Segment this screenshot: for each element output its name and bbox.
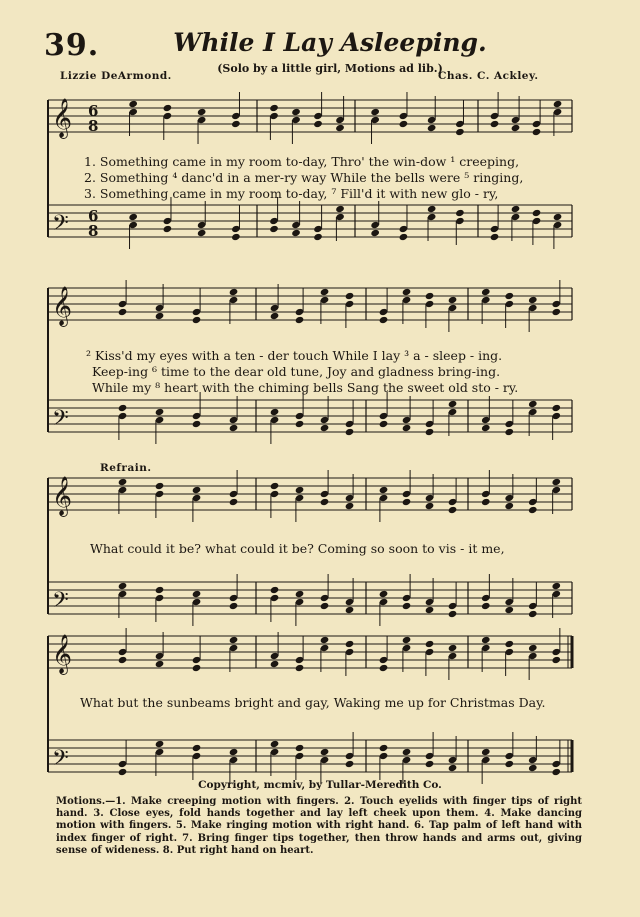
notehead [481, 424, 491, 432]
notehead [528, 296, 538, 304]
notehead [269, 104, 279, 112]
time-signature: 6 [88, 207, 99, 225]
notehead [155, 312, 165, 320]
time-signature: 6 [88, 102, 99, 120]
treble-clef-icon: 𝄞 [52, 285, 73, 326]
notehead [481, 602, 491, 610]
notehead [551, 768, 561, 776]
refrain-line-1: What could it be? what could it be? Coming so soon to vis - it me, [90, 541, 505, 556]
hymn-subtitle: (Solo by a little girl, Motions ad lib.) [217, 62, 443, 75]
notehead [528, 400, 538, 408]
notehead [345, 606, 355, 614]
lyricist: Lizzie DeArmond. [60, 70, 172, 82]
notehead [402, 748, 412, 756]
notehead [269, 225, 279, 233]
notehead [490, 120, 500, 128]
notehead [295, 664, 305, 672]
notehead [192, 664, 202, 672]
notehead [379, 744, 389, 752]
notehead [379, 420, 389, 428]
copyright: Copyright, mcmiv, by Tullar-Meredith Co. [198, 779, 442, 791]
notehead [320, 498, 330, 506]
notehead [402, 636, 412, 644]
notehead [270, 482, 280, 490]
notehead [345, 760, 355, 768]
notehead [192, 590, 202, 598]
notehead [504, 606, 514, 614]
notehead [270, 312, 280, 320]
notehead [320, 636, 330, 644]
composer: Chas. C. Ackley. [438, 70, 539, 82]
notehead [291, 229, 301, 237]
hymn-number: 39. [44, 28, 100, 63]
notehead [532, 128, 542, 136]
notehead [551, 478, 561, 486]
notehead [427, 205, 437, 213]
notehead [320, 288, 330, 296]
notehead [192, 486, 202, 494]
notehead [320, 748, 330, 756]
notehead [399, 120, 409, 128]
notehead [295, 744, 305, 752]
notehead [528, 506, 538, 514]
notehead [528, 610, 538, 618]
notehead [197, 229, 207, 237]
notehead [192, 420, 202, 428]
notehead [448, 764, 458, 772]
notehead [528, 764, 538, 772]
notehead [553, 100, 563, 108]
notehead [528, 644, 538, 652]
notehead [345, 292, 355, 300]
verse-2-line-b: Keep-ing ⁶ time to the dear old tune, Joy and gladness bring-ing. [92, 364, 501, 379]
notehead [128, 100, 138, 108]
notehead [335, 124, 345, 132]
notehead [425, 606, 435, 614]
notehead [402, 602, 412, 610]
notehead [295, 420, 305, 428]
notehead [295, 316, 305, 324]
notehead [192, 316, 202, 324]
notehead [481, 748, 491, 756]
notehead [448, 644, 458, 652]
notehead [229, 748, 239, 756]
notehead [551, 656, 561, 664]
notehead [291, 108, 301, 116]
notehead [320, 424, 330, 432]
notehead [270, 660, 280, 668]
notehead [192, 744, 202, 752]
notehead [399, 233, 409, 241]
notehead [553, 213, 563, 221]
bass-clef-icon: 𝄢 [52, 405, 69, 436]
notehead [448, 506, 458, 514]
notehead [118, 404, 128, 412]
notehead [511, 205, 521, 213]
motions-note: Motions.—1. Make creeping motion with fingers. 2. Touch eyelids with finger tips of right hand. 3. Close eyes, fold hands together and lay left cheek upon them. 4. Make dancing motion with fingers. 5. Make ringing motion with right hand. 6. Tap palm of left hand with index finger of right. 7. Bring finger tips together, then throw hands and arms out, giving sense of wideness. 8. Put right hand on heart. [56, 796, 582, 856]
notehead [490, 233, 500, 241]
notehead [425, 292, 435, 300]
treble-clef-icon: 𝄞 [52, 475, 73, 516]
notehead [345, 502, 355, 510]
notehead [551, 582, 561, 590]
bass-clef-icon: 𝄢 [52, 587, 69, 618]
notehead [345, 640, 355, 648]
notehead [335, 205, 345, 213]
notehead [229, 498, 239, 506]
notehead [481, 498, 491, 506]
notehead [163, 225, 173, 233]
notehead [425, 428, 435, 436]
notehead [229, 602, 239, 610]
notehead [448, 400, 458, 408]
notehead [345, 428, 355, 436]
notehead [229, 424, 239, 432]
notehead [229, 636, 239, 644]
treble-clef-icon: 𝄞 [52, 97, 73, 138]
time-signature: 8 [88, 222, 99, 240]
notehead [155, 482, 165, 490]
time-signature: 8 [88, 117, 99, 135]
notehead [504, 760, 514, 768]
notehead [504, 428, 514, 436]
notehead [118, 582, 128, 590]
notehead [370, 108, 380, 116]
notehead [231, 120, 241, 128]
notehead [425, 640, 435, 648]
bass-clef-icon: 𝄢 [52, 745, 69, 776]
notehead [155, 586, 165, 594]
verse-1-line-b: ² Kiss'd my eyes with a ten - der touch While I lay ³ a - sleep - ing. [86, 348, 503, 363]
notehead [379, 486, 389, 494]
notehead [425, 502, 435, 510]
hymn-title: While I Lay Asleeping. [173, 28, 487, 57]
notehead [163, 104, 173, 112]
notehead [370, 229, 380, 237]
notehead [448, 610, 458, 618]
notehead [551, 308, 561, 316]
notehead [118, 656, 128, 664]
notehead [504, 292, 514, 300]
notehead [551, 404, 561, 412]
notehead [511, 124, 521, 132]
notehead [532, 209, 542, 217]
notehead [504, 640, 514, 648]
notehead [270, 408, 280, 416]
notehead [427, 124, 437, 132]
notehead [155, 408, 165, 416]
notehead [379, 590, 389, 598]
notehead [270, 586, 280, 594]
notehead [118, 478, 128, 486]
notehead [320, 602, 330, 610]
notehead [231, 233, 241, 241]
notehead [455, 209, 465, 217]
verse-3-line-a: 3. Something came in my room to-day, ⁷ Fill'd it with new glo - ry, [84, 186, 499, 201]
notehead [229, 288, 239, 296]
refrain-label: Refrain. [100, 462, 152, 474]
notehead [481, 288, 491, 296]
notehead [118, 768, 128, 776]
bass-clef-icon: 𝄢 [52, 210, 69, 241]
verse-2-line-a: 2. Something ⁴ danc'd in a mer-ry way While the bells were ⁵ ringing, [84, 170, 524, 185]
notehead [155, 740, 165, 748]
notehead [155, 660, 165, 668]
notehead [402, 424, 412, 432]
treble-clef-icon: 𝄞 [52, 633, 73, 674]
notehead [455, 128, 465, 136]
notehead [504, 502, 514, 510]
notehead [402, 498, 412, 506]
notehead [118, 308, 128, 316]
notehead [379, 664, 389, 672]
notehead [295, 486, 305, 494]
verse-3-line-b: While my ⁸ heart with the chiming bells Sang the sweet old sto - ry. [92, 380, 519, 395]
notehead [197, 108, 207, 116]
notehead [481, 636, 491, 644]
notehead [295, 590, 305, 598]
refrain-line-2: What but the sunbeams bright and gay, Waking me up for Christmas Day. [80, 695, 546, 710]
notehead [128, 213, 138, 221]
notehead [379, 316, 389, 324]
notehead [313, 233, 323, 241]
notehead [425, 760, 435, 768]
notehead [448, 296, 458, 304]
notehead [313, 120, 323, 128]
verse-1-line-a: 1. Something came in my room to-day, Thro' the win-dow ¹ creeping, [84, 154, 520, 169]
notehead [270, 740, 280, 748]
notehead [402, 288, 412, 296]
